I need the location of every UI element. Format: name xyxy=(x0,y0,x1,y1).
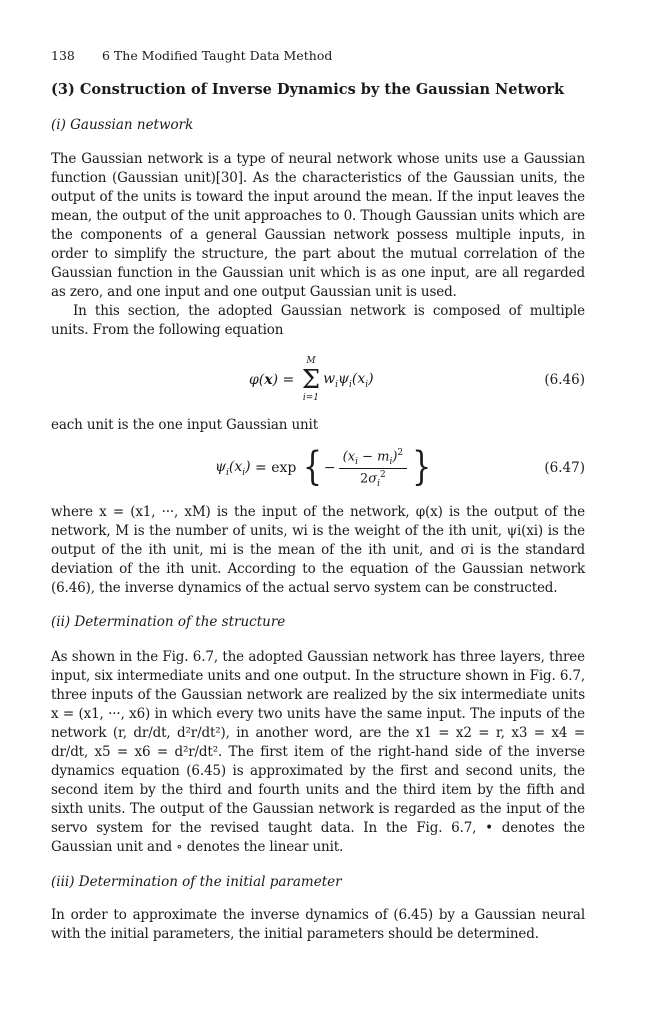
running-header xyxy=(51,48,585,63)
subsection-gaussian-network: (i) Gaussian network xyxy=(51,117,194,133)
gaussian-fraction: $\frac{(x_i - m_i)^2}{2\sigma_i^2}$ xyxy=(339,448,407,489)
equation-number: (6.46) xyxy=(544,372,585,388)
summation-symbol: M Σ i=1 xyxy=(301,356,321,403)
paragraph-unit-definition: each unit is the one input Gaussian unit xyxy=(51,417,318,433)
paragraph-gaussian-intro: The Gaussian network is a type of neural network whose units use a Gaussian function (Gaussian unit)[30]. As the characteristics of the Gaussian units, the output of the units is toward the input around the mean. If the input leaves the mean, the output of the unit approaches to 0. Though Gaussian units which are the components of a general Gaussian network possess multiple inputs, in order to simplify the structure, the part about the mutual correlation of the Gaussian function in the Gaussian unit which is as one input, are all regarded as zero, and one input and one output Gaussian unit is used. xyxy=(51,151,585,300)
equation-number: (6.47) xyxy=(544,460,585,476)
paragraph-initial-parameter: In order to approximate the inverse dynamics of (6.45) by a Gaussian neural with the initial parameters, the initial parameters should be determined. xyxy=(51,907,585,942)
page-number: 138 xyxy=(51,48,75,63)
equation-6-47: $\psi_i(x_i)$ = exp { − $\frac{(x_i - m_i)^2}{2\sigma_i^2}$ } (6.47) xyxy=(215,444,585,491)
running-title: 6 The Modified Taught Data Method xyxy=(102,48,333,63)
paragraph-variable-definitions: where x = (x1, ···, xM) is the input of the network, φ(x) is the output of the network, M is the number of units, wi is the weight of the ith unit, ψi(xi) is the output of the ith unit, mi is the mean of the ith unit, and σi is the standard deviation of the ith unit. According to the equation of the Gaussian network (6.46), the inverse dynamics of the actual servo system can be constructed. xyxy=(51,504,585,596)
subsection-initial-parameter: (iii) Determination of the initial parameter xyxy=(51,874,342,890)
equation-6-46: φ(x) = M Σ i=1 $w_i\psi_i(x_i)$ (6.46) xyxy=(249,356,585,403)
subsection-structure: (ii) Determination of the structure xyxy=(51,614,286,630)
paragraph-network-composition: In this section, the adopted Gaussian network is composed of multiple units. From the following equation xyxy=(51,303,585,338)
section-title: (3) Construction of Inverse Dynamics by the Gaussian Network xyxy=(51,81,565,98)
paragraph-structure: As shown in the Fig. 6.7, the adopted Gaussian network has three layers, three input, six intermediate units and one output. In the structure shown in Fig. 6.7, three inputs of the Gaussian network are realized by the six intermediate units x = (x1, ···, x6) in which every two units have the same input. The inputs of the network (r, dr/dt, d²r/dt²), in another word, are the x1 = x2 = r, x3 = x4 = dr/dt, x5 = x6 = d²r/dt². The first item of the right-hand side of the inverse dynamics equation (6.45) is approximated by the first and second units, the second item by the third and fourth units and the third item by the fifth and sixth units. The output of the Gaussian network is regarded as the input of the servo system for the revised taught data. In the Fig. 6.7, • denotes the Gaussian unit and ∘ denotes the linear unit. xyxy=(51,649,585,855)
